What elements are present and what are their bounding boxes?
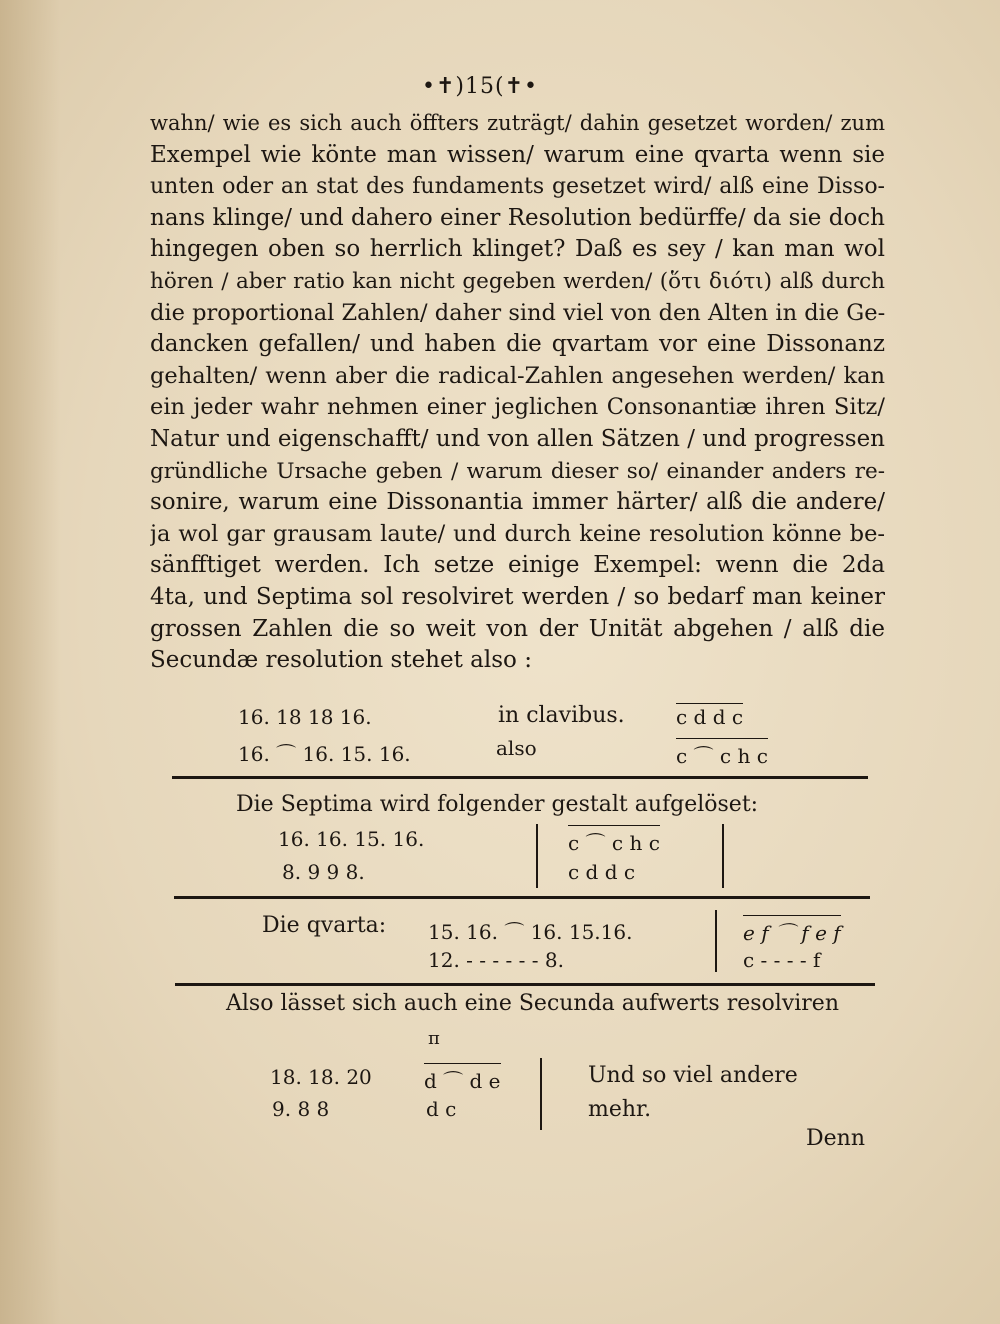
ex2-row1-notes: c ⌒ c h c (568, 825, 660, 856)
body-line: gründliche Ursache geben / warum dieser so/ einander anders re- (150, 458, 885, 484)
ex1-row1-numbers: 16. 18 18 16. (238, 705, 372, 729)
ex2-row2-notes: c d d c (568, 860, 636, 884)
body-line: Natur und eigenschafft/ und von allen Sätzen / und progressen (150, 425, 885, 452)
ex2-divider-right (722, 824, 724, 888)
ex4-row1-numbers: 18. 18. 20 (270, 1065, 372, 1089)
rule-3 (175, 983, 875, 986)
body-line: 4ta, und Septima sol resolviret werden / so bedarf man keiner (150, 583, 885, 610)
ex4-row1-notes: d ⌒ d e (424, 1063, 501, 1094)
ex3-row2-notes: c - - - - f (743, 948, 821, 972)
rule-2 (174, 896, 870, 899)
ex4-divider (540, 1058, 542, 1130)
page-number: •✝)15(✝• (422, 74, 538, 99)
body-line: Exempel wie könte man wissen/ warum eine qvarta wenn sie (150, 141, 885, 168)
body-line: grossen Zahlen die so weit von der Unität abgehen / alß die (150, 615, 885, 642)
ex3-row1-notes: e f ⌒ f e f (743, 915, 841, 946)
ex3-divider (715, 910, 717, 972)
body-line: nans klinge/ und dahero einer Resolution bedürffe/ da sie doch (150, 204, 885, 231)
ex4-row2-notes: d c (426, 1097, 457, 1121)
body-line: ja wol gar grausam laute/ und durch keine resolution könne be- (150, 520, 885, 547)
body-line: Secundæ resolution stehet also : (150, 647, 532, 674)
body-line: die proportional Zahlen/ daher sind viel von den Alten in die Ge- (150, 299, 885, 326)
body-line: wahn/ wie es sich auch öffters zuträgt/ dahin gesetzet worden/ zum (150, 111, 885, 135)
ex3-row2-numbers: 12. - - - - - - 8. (428, 948, 564, 972)
body-line: dancken gefallen/ und haben die qvartam vor eine Dissonanz (150, 331, 885, 358)
ex4-heading: Also lässet sich auch eine Secunda aufwerts resolviren (226, 991, 839, 1016)
rule-1 (172, 776, 868, 779)
ex4-row2-numbers: 9. 8 8 (272, 1097, 330, 1121)
ex1-row1-notes: c d d c (676, 705, 744, 729)
catchword: Denn (806, 1126, 865, 1151)
body-line: sänfftiget werden. Ich setze einige Exempel: wenn die 2da (150, 552, 885, 579)
ex4-mark: π (428, 1028, 440, 1049)
body-line: sonire, warum eine Dissonantia immer härter/ alß die andere/ (150, 489, 885, 516)
page-edge-shadow (0, 0, 60, 1324)
ex3-row1-numbers: 15. 16. ⌒ 16. 15.16. (428, 920, 633, 944)
body-line: hören / aber ratio kan nicht gegeben werden/ (ὅτι διότι) alß durch (150, 268, 885, 294)
body-text (150, 108, 885, 677)
ex4-side-text-1: Und so viel andere (588, 1063, 798, 1088)
body-line: ein jeder wahr nehmen einer jeglichen Consonantiæ ihren Sitz/ (150, 394, 885, 421)
ex1-row1-label: in clavibus. (498, 703, 625, 728)
ex1-row2-numbers: 16. ⌒ 16. 15. 16. (238, 742, 411, 766)
ex2-row2-numbers: 8. 9 9 8. (282, 860, 365, 884)
ex2-divider-left (536, 824, 538, 888)
ex2-heading: Die Septima wird folgender gestalt aufgelöset: (236, 792, 759, 817)
ex2-row1-numbers: 16. 16. 15. 16. (278, 827, 425, 851)
ex1-row2-label: also (496, 736, 537, 760)
body-line: hingegen oben so herrlich klinget? Daß es sey / kan man wol (150, 236, 885, 263)
body-line: gehalten/ wenn aber die radical-Zahlen angesehen werden/ kan (150, 362, 885, 389)
body-line: unten oder an stat des fundaments gesetzet wird/ alß eine Disso- (150, 174, 885, 200)
ex1-row2-notes: c ⌒ c h c (676, 738, 768, 769)
ex3-label: Die qvarta: (262, 913, 387, 938)
ex4-side-text-2: mehr. (588, 1097, 652, 1122)
